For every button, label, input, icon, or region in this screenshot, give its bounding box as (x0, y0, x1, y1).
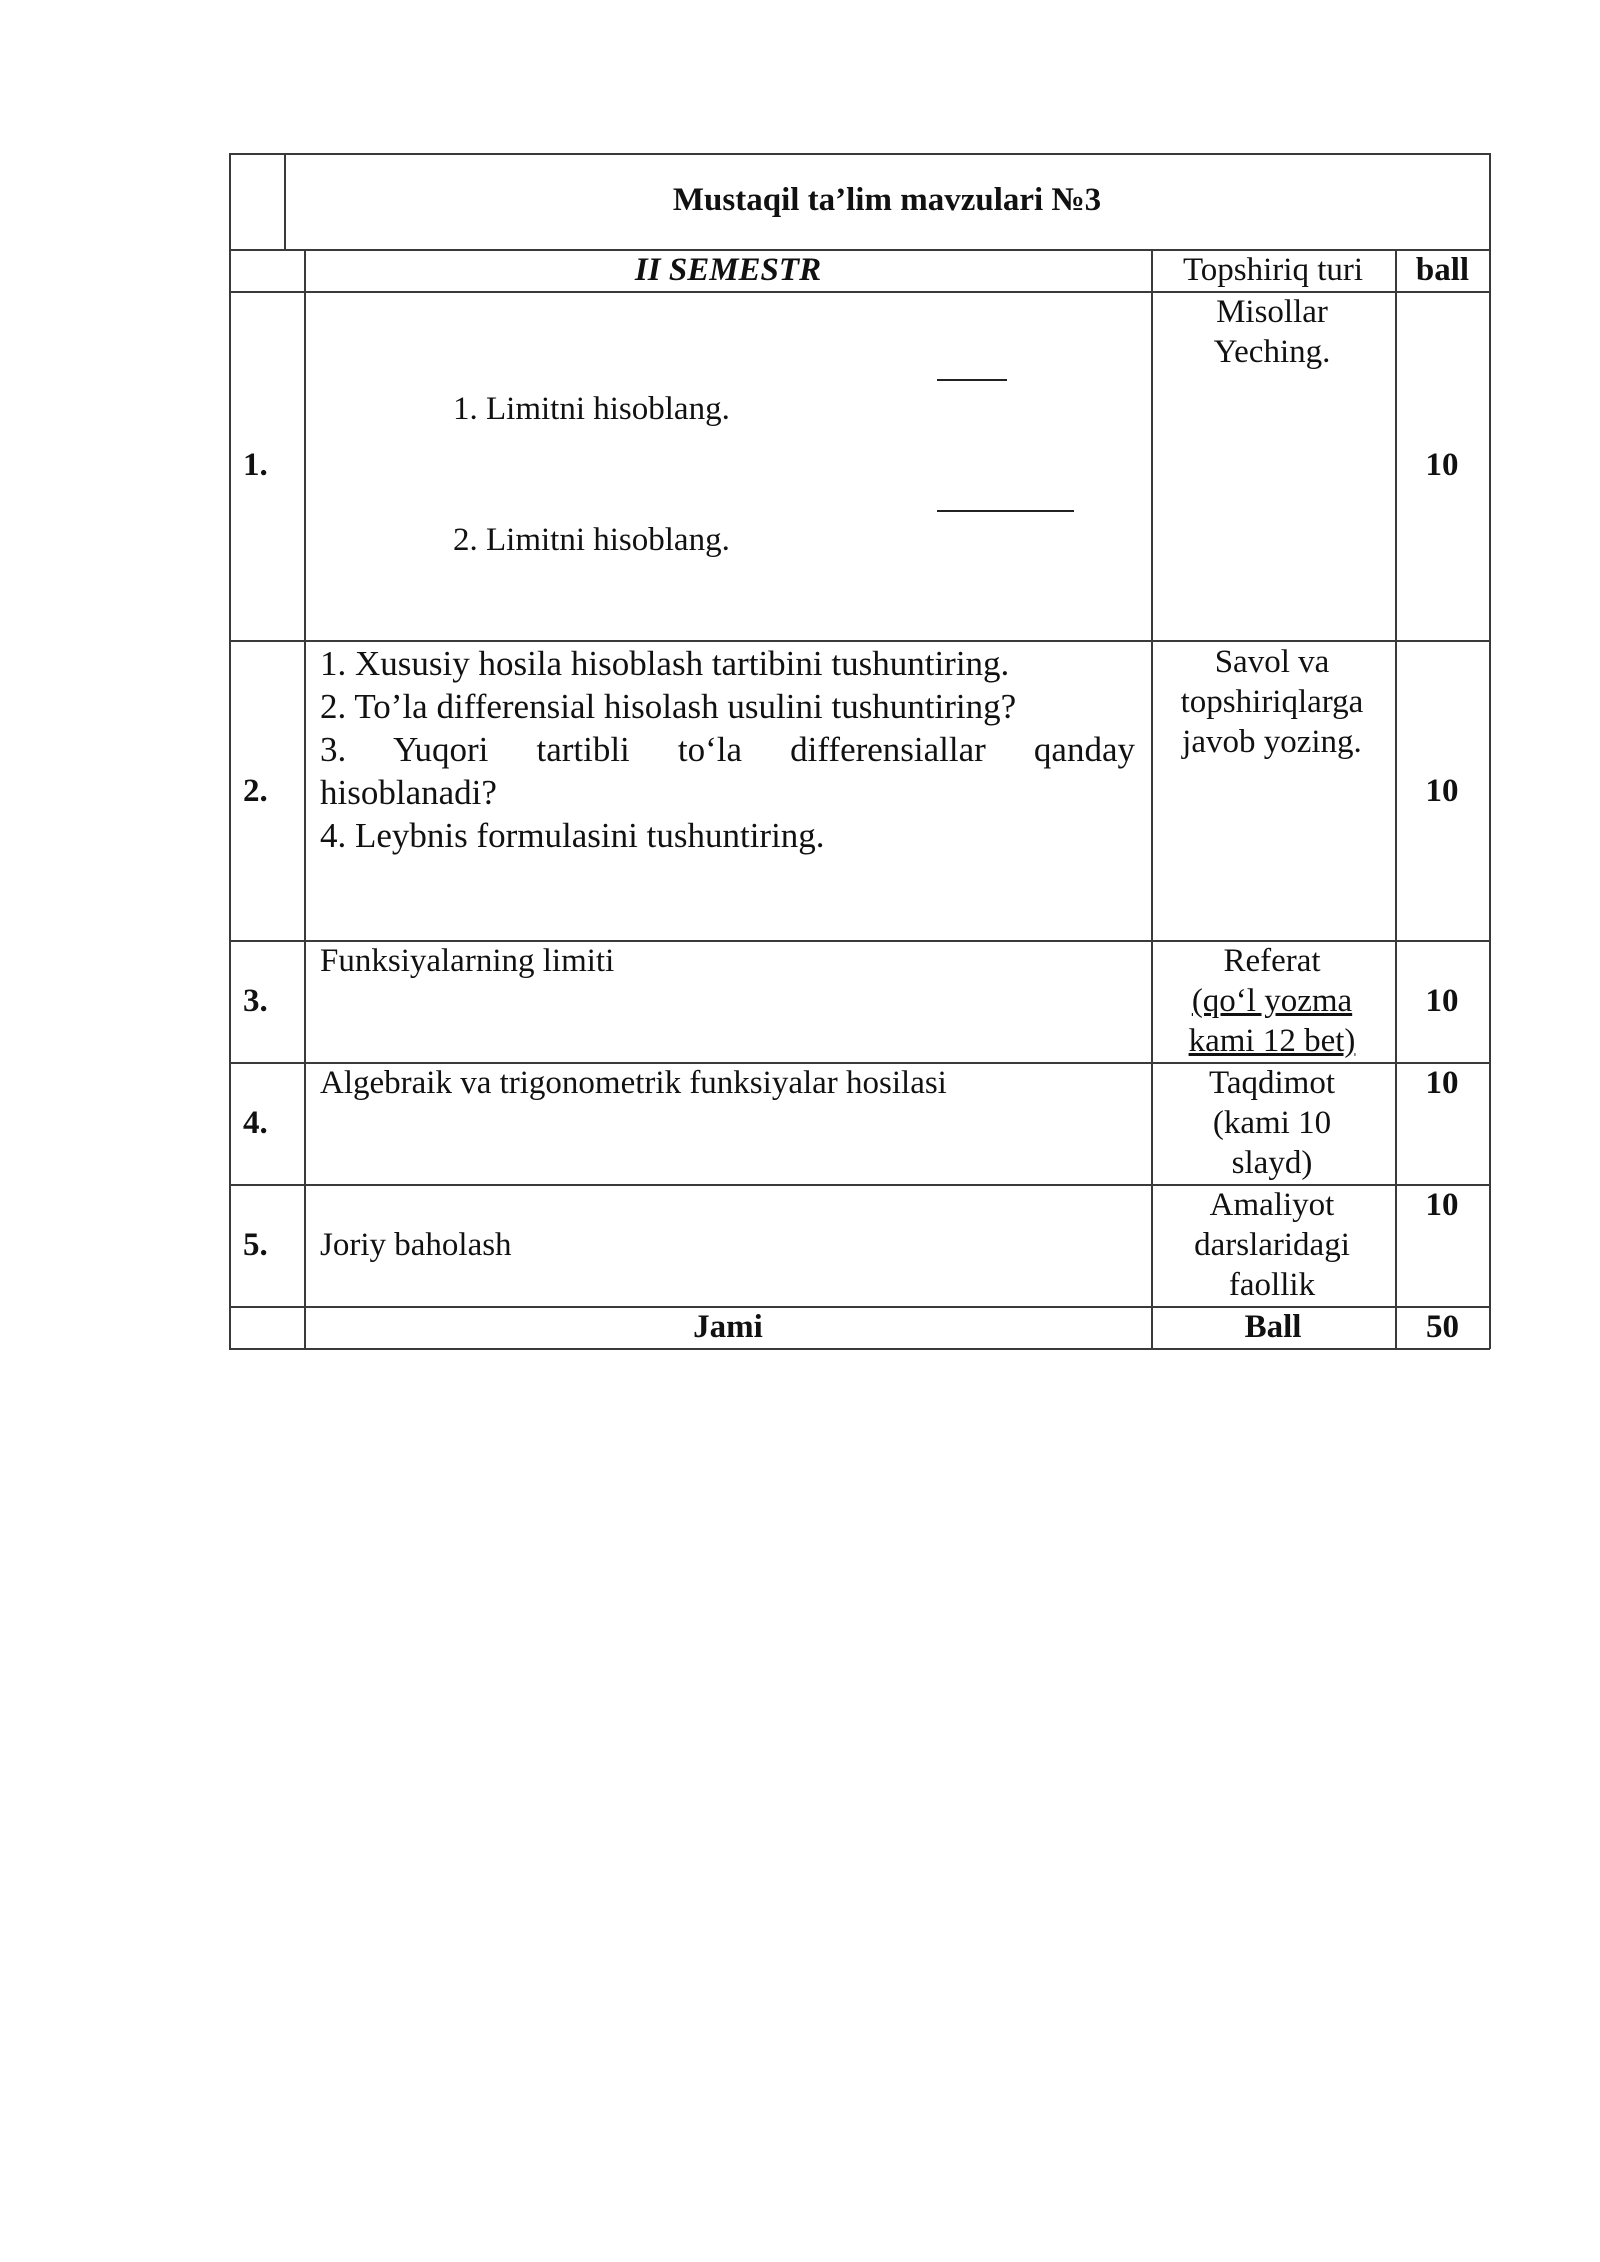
row-number: 1. (243, 447, 268, 483)
task-type: topshiriqlarga (1180, 684, 1364, 720)
row-number: 2. (243, 773, 268, 809)
topic-text: Joriy baholash (320, 1227, 512, 1263)
table-title: Mustaqil ta’lim mavzulari №3 (672, 182, 1102, 218)
task-item: 3. Yuqori tartibli to‘la differensiallar qanday (320, 730, 1135, 769)
formula-bar (937, 379, 1007, 381)
total-label: Jami (693, 1309, 763, 1345)
task-item: 2. Limitni hisoblang. (453, 522, 730, 558)
rule-content (1151, 249, 1153, 1349)
row-ball: 10 (1425, 447, 1459, 483)
row-ball: 10 (1425, 983, 1459, 1019)
task-item: 1. Xususiy hosila hisoblash tartibini tushuntiring. (320, 644, 1010, 683)
rule-right (1489, 153, 1491, 1349)
row-number: 3. (243, 983, 268, 1019)
task-type: Amaliyot (1209, 1187, 1335, 1223)
task-type: darslaridagi (1194, 1227, 1350, 1263)
row-ball: 10 (1425, 1187, 1459, 1223)
task-type: Taqdimot (1208, 1065, 1335, 1101)
rule-bottom (229, 1348, 1490, 1350)
task-item: 4. Leybnis formulasini tushuntiring. (320, 816, 825, 855)
row-ball: 10 (1425, 773, 1459, 809)
formula-bar (937, 510, 1074, 512)
type-column-header: Topshiriq turi (1182, 252, 1364, 288)
rule-number (304, 249, 306, 1349)
semester-header: II SEMESTR (634, 252, 822, 288)
task-type: faollik (1228, 1267, 1316, 1303)
ball-column-header: ball (1415, 252, 1470, 288)
task-type: javob yozing. (1182, 724, 1362, 760)
task-item: 2. To’la differensial hisolash usulini tushuntiring? (320, 687, 1017, 726)
task-type: Referat (1223, 943, 1321, 979)
task-type: kami 12 bet) (1188, 1023, 1356, 1059)
task-type: Misollar (1216, 294, 1328, 330)
task-type: (kami 10 (1212, 1105, 1332, 1141)
topic-text: Algebraik va trigonometrik funksiyalar hosilasi (320, 1065, 947, 1101)
task-item: 1. Limitni hisoblang. (453, 391, 730, 427)
total-type: Ball (1244, 1309, 1302, 1345)
topic-text: Funksiyalarning limiti (320, 943, 615, 979)
task-type: slayd) (1231, 1145, 1313, 1181)
row-number: 4. (243, 1105, 268, 1141)
rule-left (229, 153, 231, 1349)
task-type: Yeching. (1213, 334, 1331, 370)
row-number: 5. (243, 1227, 268, 1263)
task-item: hisoblanadi? (320, 773, 497, 812)
total-ball: 50 (1426, 1309, 1459, 1345)
task-type: (qo‘l yozma (1191, 983, 1353, 1019)
row-ball: 10 (1425, 1065, 1459, 1101)
rule-top (229, 153, 1490, 155)
task-type: Savol va (1214, 644, 1330, 680)
